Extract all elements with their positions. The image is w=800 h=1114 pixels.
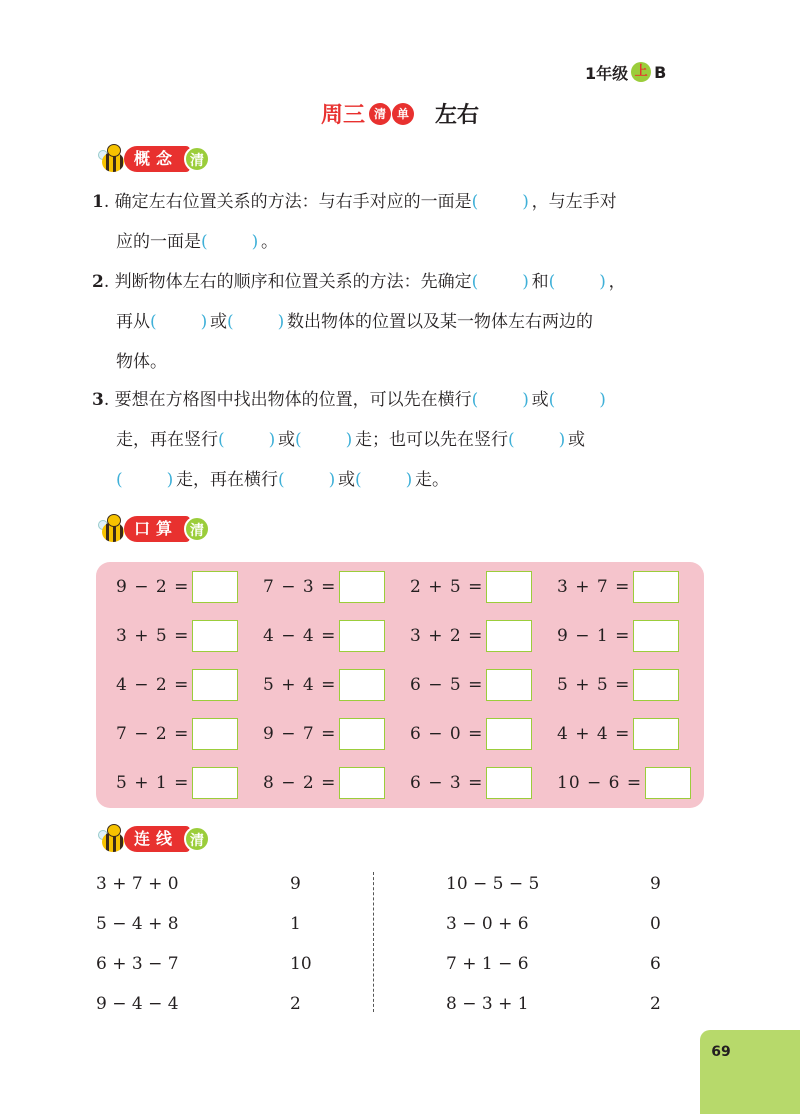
math-problem: 8 − 2 = (263, 767, 385, 799)
section-header-matching (98, 824, 210, 854)
answer-box[interactable] (339, 669, 385, 701)
answer-blank[interactable]: ( ) (150, 312, 208, 332)
math-problem: 6 − 3 = (410, 767, 532, 799)
answer-box[interactable] (645, 767, 691, 799)
math-problem: 3 + 2 = (410, 620, 532, 652)
math-problem: 9 − 2 = (116, 571, 238, 603)
answer-box[interactable] (339, 767, 385, 799)
math-problem: 9 − 1 = (557, 620, 679, 652)
item-text: 和 (531, 272, 549, 292)
math-problem: 10 − 6 = (557, 767, 691, 799)
match-right-value[interactable]: 9 (650, 874, 661, 894)
section-label: 概念 (124, 146, 190, 172)
concept-item-3 (92, 380, 712, 500)
section-label: 口算 (124, 516, 190, 542)
match-left-expr[interactable]: 6 + 3 − 7 (96, 954, 179, 974)
answer-box[interactable] (339, 620, 385, 652)
grade-suffix: B (654, 62, 667, 82)
answer-box[interactable] (192, 571, 238, 603)
item-number: 3 (92, 390, 104, 410)
match-left-value[interactable]: 10 (290, 954, 312, 974)
match-left-value[interactable]: 1 (290, 914, 301, 934)
math-problem: 9 − 7 = (263, 718, 385, 750)
item-text: 物体。 (116, 352, 167, 372)
answer-blank[interactable]: ( ) (295, 430, 353, 450)
section-header-mental (98, 514, 210, 544)
answer-box[interactable] (633, 718, 679, 750)
answer-box[interactable] (633, 620, 679, 652)
qingdan-char-1: 清 (369, 103, 391, 125)
answer-blank[interactable]: ( ) (218, 430, 276, 450)
mental-math-panel (96, 562, 704, 808)
section-header-concept (98, 144, 210, 174)
concept-item-1 (92, 182, 712, 262)
answer-blank[interactable]: ( ) (201, 232, 259, 252)
page-number-tab (700, 1030, 800, 1114)
answer-box[interactable] (339, 718, 385, 750)
section-badge: 清 (184, 826, 210, 852)
item-text: 或 (278, 430, 295, 450)
math-problem: 3 + 5 = (116, 620, 238, 652)
answer-blank[interactable]: ( ) (355, 470, 413, 490)
section-label: 连线 (124, 826, 190, 852)
answer-blank[interactable]: ( ) (278, 470, 336, 490)
item-text: . 要想在方格图中找出物体的位置，可以先在横行 (103, 390, 472, 410)
math-problem: 2 + 5 = (410, 571, 532, 603)
math-problem: 7 − 2 = (116, 718, 238, 750)
item-text: 走，再在横行 (176, 470, 278, 490)
math-problem: 6 − 0 = (410, 718, 532, 750)
math-problem: 5 + 4 = (263, 669, 385, 701)
answer-blank[interactable]: ( ) (116, 470, 174, 490)
math-problem: 3 + 7 = (557, 571, 679, 603)
match-right-expr[interactable]: 3 − 0 + 6 (446, 914, 529, 934)
math-problem: 5 + 1 = (116, 767, 238, 799)
math-problem: 7 − 3 = (263, 571, 385, 603)
answer-box[interactable] (633, 571, 679, 603)
answer-box[interactable] (486, 620, 532, 652)
math-problem: 6 − 5 = (410, 669, 532, 701)
item-text: . 确定左右位置关系的方法：与右手对应的一面是 (103, 192, 472, 212)
item-text: . 判断物体左右的顺序和位置关系的方法：先确定 (103, 272, 472, 292)
match-right-value[interactable]: 2 (650, 994, 661, 1014)
match-left-value[interactable]: 9 (290, 874, 301, 894)
item-text: 应的一面是 (116, 232, 201, 252)
math-problem: 4 − 2 = (116, 669, 238, 701)
math-problem: 5 + 5 = (557, 669, 679, 701)
match-left-expr[interactable]: 3 + 7 + 0 (96, 874, 179, 894)
match-right-expr[interactable]: 8 − 3 + 1 (446, 994, 529, 1014)
item-text: 或 (531, 390, 549, 410)
answer-blank[interactable]: ( ) (548, 390, 606, 410)
answer-box[interactable] (192, 620, 238, 652)
grade-term-badge: 上 (631, 62, 651, 82)
section-badge: 清 (184, 516, 210, 542)
answer-blank[interactable]: ( ) (548, 272, 606, 292)
item-text: 或 (568, 430, 585, 450)
match-left-value[interactable]: 2 (290, 994, 301, 1014)
answer-blank[interactable]: ( ) (227, 312, 285, 332)
item-number: 2 (92, 272, 104, 292)
bee-mascot-icon (98, 144, 128, 174)
item-text: ，与左手对 (531, 192, 617, 212)
match-right-expr[interactable]: 10 − 5 − 5 (446, 874, 540, 894)
item-text: 或 (338, 470, 355, 490)
bee-mascot-icon (98, 514, 128, 544)
answer-blank[interactable]: ( ) (471, 390, 529, 410)
math-problem: 4 − 4 = (263, 620, 385, 652)
item-text: 。 (261, 232, 278, 252)
bee-mascot-icon (98, 824, 128, 854)
grade-tag (585, 60, 666, 84)
match-right-value[interactable]: 6 (650, 954, 661, 974)
answer-box[interactable] (486, 571, 532, 603)
answer-box[interactable] (192, 669, 238, 701)
answer-blank[interactable]: ( ) (471, 192, 529, 212)
answer-blank[interactable]: ( ) (471, 272, 529, 292)
answer-box[interactable] (486, 767, 532, 799)
dashed-divider (373, 872, 374, 1012)
item-text: 走，再在竖行 (116, 430, 218, 450)
page-number: 69 (711, 1044, 731, 1060)
page-title (0, 98, 800, 129)
match-right-expr[interactable]: 7 + 1 − 6 (446, 954, 529, 974)
item-text: 再从 (116, 312, 150, 332)
concept-item-2 (92, 262, 712, 382)
item-number: 1 (92, 192, 104, 212)
qingdan-badge (369, 103, 415, 125)
answer-box[interactable] (339, 571, 385, 603)
match-right-value[interactable]: 0 (650, 914, 661, 934)
item-text: 走；也可以先在竖行 (355, 430, 508, 450)
answer-blank[interactable]: ( ) (508, 430, 566, 450)
section-badge: 清 (184, 146, 210, 172)
title-topic: 左右 (435, 103, 480, 128)
answer-box[interactable] (192, 718, 238, 750)
answer-box[interactable] (486, 718, 532, 750)
math-problem: 4 + 4 = (557, 718, 679, 750)
answer-box[interactable] (192, 767, 238, 799)
item-text: 走。 (415, 470, 449, 490)
answer-box[interactable] (633, 669, 679, 701)
match-left-expr[interactable]: 5 − 4 + 8 (96, 914, 179, 934)
grade-prefix: 1年级 (585, 63, 629, 83)
item-text: 数出物体的位置以及某一物体左右两边的 (287, 312, 593, 332)
qingdan-char-2: 单 (392, 103, 414, 125)
item-text: ， (608, 272, 626, 292)
answer-box[interactable] (486, 669, 532, 701)
match-left-expr[interactable]: 9 − 4 − 4 (96, 994, 179, 1014)
title-day: 周三 (320, 103, 365, 128)
item-text: 或 (210, 312, 227, 332)
